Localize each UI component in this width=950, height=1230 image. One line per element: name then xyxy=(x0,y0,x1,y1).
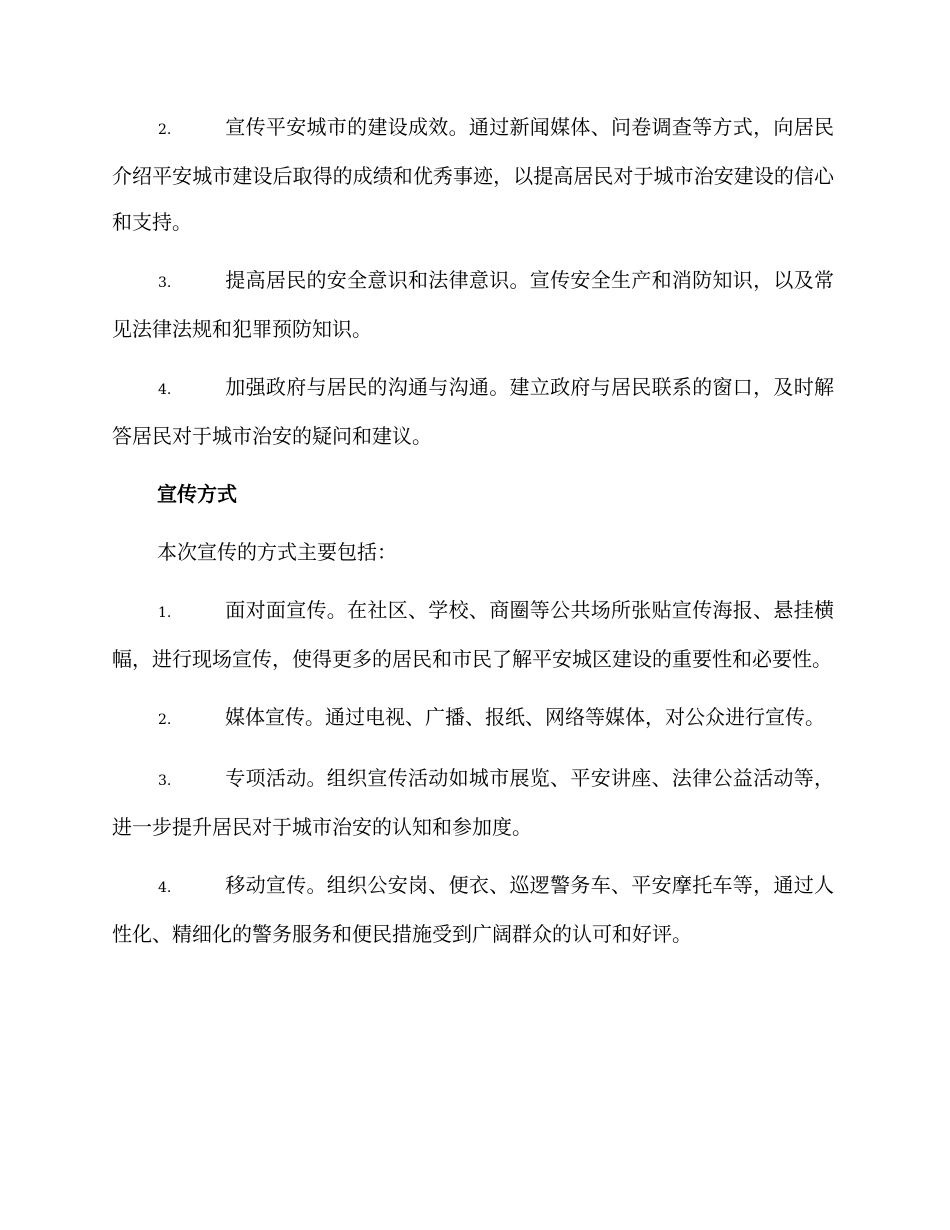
list-item xyxy=(112,587,834,682)
list-text: 宣传平安城市的建设成效。通过新闻媒体、问卷调查等方式，向居民介绍平安城市建设后取得的成绩和优秀事迹，以提高居民对于城市治安建设的信心和支持。 xyxy=(112,115,834,234)
list-number: 2. xyxy=(158,712,172,728)
list-number: 2. xyxy=(158,122,172,138)
list-item xyxy=(112,862,834,957)
list-text: 提高居民的安全意识和法律意识。宣传安全生产和消防知识，以及常见法律法规和犯罪预防知识。 xyxy=(112,268,834,341)
list-item xyxy=(112,755,834,850)
list-item xyxy=(112,364,834,459)
list-number: 4. xyxy=(158,880,172,896)
list-item xyxy=(112,104,834,245)
list-text: 媒体宣传。通过电视、广播、报纸、网络等媒体，对公众进行宣传。 xyxy=(225,705,825,729)
list-text: 面对面宣传。在社区、学校、商圈等公共场所张贴宣传海报、悬挂横幅，进行现场宣传，使得更多的居民和市民了解平安城区建设的重要性和必要性。 xyxy=(112,598,834,671)
list-text: 加强政府与居民的沟通与沟通。建立政府与居民联系的窗口，及时解答居民对于城市治安的疑问和建议。 xyxy=(112,375,834,448)
list-number: 3. xyxy=(158,275,172,291)
list-text: 移动宣传。组织公安岗、便衣、巡逻警务车、平安摩托车等，通过人性化、精细化的警务服务和便民措施受到广阔群众的认可和好评。 xyxy=(112,873,834,946)
section-intro: 本次宣传的方式主要包括： xyxy=(157,540,397,564)
document-body xyxy=(112,104,834,969)
list-item xyxy=(112,257,834,352)
list-number: 4. xyxy=(158,382,172,398)
section-heading: 宣传方式 xyxy=(157,482,237,506)
list-number: 1. xyxy=(158,605,172,621)
list-text: 专项活动。组织宣传活动如城市展览、平安讲座、法律公益活动等，进一步提升居民对于城市治安的认知和参加度。 xyxy=(112,766,834,839)
list-number: 3. xyxy=(158,773,172,789)
list-item xyxy=(112,694,834,743)
